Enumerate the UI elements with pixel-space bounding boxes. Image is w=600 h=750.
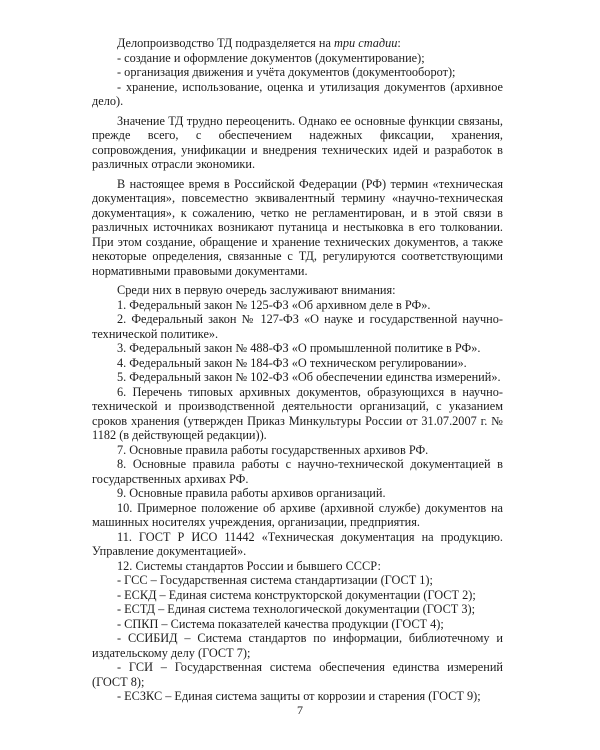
document-list-item: 11. ГОСТ Р ИСО 11442 «Техническая документация на продукцию. Управление документацией». [92, 529, 503, 558]
stages-intro-emphasis: три стадии [334, 36, 398, 50]
document-list-item: 6. Перечень типовых архивных документов, образующихся в научно-технической и производственной деятельности организаций, с указанием сроков хранения (утвержден Приказ Минкультуры России от 31.07.2007 г. № 1182 (в действующей редакции)). [92, 384, 503, 442]
document-list-item: 12. Системы стандартов России и бывшего СССР: [117, 558, 381, 573]
document-list-item: 2. Федеральный закон № 127-ФЗ «О науке и государственной научно-технической политике». [92, 312, 503, 341]
document-list-item: 8. Основные правила работы с научно-технической документацией в государственных архивах РФ. [92, 457, 503, 486]
stage-item: - создание и оформление документов (документирование); [117, 50, 425, 65]
stages-intro-paragraph [92, 36, 503, 51]
document-list-item: 10. Примерное положение об архиве (архивной службе) документов на машинных носителях учреждения, организации, предприятия. [92, 500, 503, 529]
document-list-item: 9. Основные правила работы архивов организаций. [117, 486, 386, 500]
document-list-item: 1. Федеральный закон № 125-ФЗ «Об архивном деле в РФ». [117, 297, 431, 312]
standard-item: - ЕСТД – Единая система технологической документации (ГОСТ 3); [117, 602, 476, 616]
standard-item: - ЕСЗКС – Единая система защиты от коррозии и старения (ГОСТ 9); [117, 689, 481, 703]
standard-item: - ГСИ – Государственная система обеспечения единства измерений (ГОСТ 8); [92, 660, 503, 689]
terminology-paragraph: В настоящее время в Российской Федерации (РФ) термин «техническая документация», повсеместно эквивалентный термину «научно-техническая документация», к сожалению, четко не регламентирован, и в этой связи в различных источниках возникают путаница и нестыковка в его толковании. При этом создание, обращение и хранение технических документов, а также некоторые определения, связанные с ТД, регулируются соответствующими нормативными правовыми документами. [92, 176, 503, 278]
standard-item: - ССИБИД – Система стандартов по информации, библиотечному и издательскому делу (ГОСТ 7); [92, 631, 503, 660]
document-list-item: 3. Федеральный закон № 488-ФЗ «О промышленной политике в РФ». [117, 341, 481, 355]
page-body [92, 36, 503, 704]
standard-item: - СПКП – Система показателей качества продукции (ГОСТ 4); [117, 616, 444, 631]
document-list-item: 7. Основные правила работы государственных архивов РФ. [117, 442, 429, 457]
stages-intro-colon: : [397, 36, 401, 50]
document-list-item: 5. Федеральный закон № 102-ФЗ «Об обеспечении единства измерений». [117, 370, 501, 384]
standard-item: - ГСС – Государственная система стандартизации (ГОСТ 1); [117, 573, 433, 587]
document-list-item: 4. Федеральный закон № 184-ФЗ «О техническом регулировании». [117, 355, 467, 370]
stage-item: - хранение, использование, оценка и утилизация документов (архивное дело). [92, 79, 503, 108]
page-number: 7 [297, 703, 303, 717]
stages-intro-text: Делопроизводство ТД подразделяется на [117, 36, 335, 50]
importance-paragraph: Значение ТД трудно переоценить. Однако ее основные функции связаны, прежде всего, с обеспечением надежных фиксации, хранения, сопровождения, унификации и внедрения технических идей и разработок в различных отрасли экономики. [92, 113, 503, 171]
stage-item: - организация движения и учёта документов (документооборот); [117, 65, 456, 79]
list-intro-paragraph: Среди них в первую очередь заслуживают внимания: [117, 283, 396, 297]
standard-item: - ЕСКД – Единая система конструкторской документации (ГОСТ 2); [117, 587, 476, 602]
